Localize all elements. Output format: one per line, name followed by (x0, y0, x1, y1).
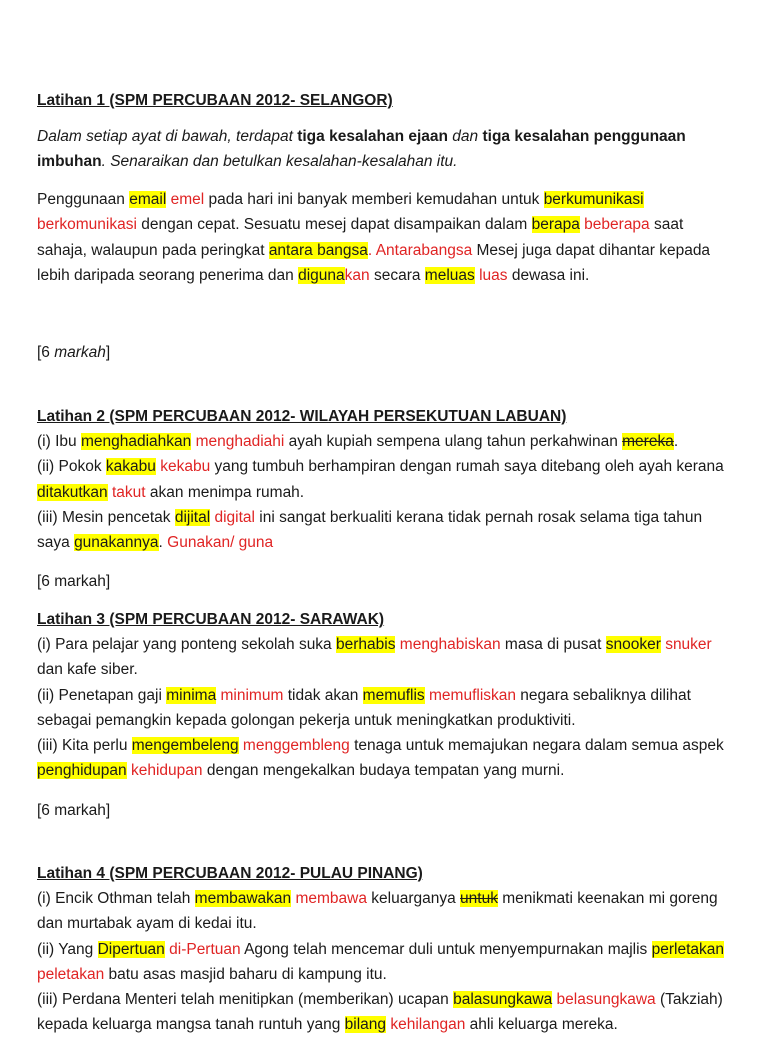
latihan-2-heading: Latihan 2 (SPM PERCUBAAN 2012- WILAYAH PERSEKUTUAN LABUAN) (37, 408, 567, 425)
correction-word: kehidupan (130, 762, 203, 780)
correction-word: minimum (220, 686, 284, 704)
latihan-3-sentences (37, 632, 737, 784)
error-word: meluas (424, 266, 475, 284)
sentence-text: (ii) Pokok (37, 458, 106, 476)
passage-text: Penggunaan (37, 191, 130, 208)
sentence-text: (i) Para pelajar yang ponteng sekolah suka (37, 636, 336, 653)
error-word: membawakan (194, 890, 292, 907)
correction-word: menghadiahi (195, 433, 285, 450)
sentence (37, 632, 737, 683)
passage-text: dengan cepat. Sesuatu mesej dapat disampaikan dalam (136, 216, 532, 234)
sentence-text: (iii) Perdana Menteri telah menitipkan (memberikan) ucapan (37, 991, 454, 1009)
error-word: diguna (298, 266, 345, 284)
correction-word: snuker (665, 636, 712, 653)
sentence-text: (iii) Kita perlu (37, 737, 132, 755)
error-word: gunakannya (74, 534, 159, 552)
error-word: balasungkawa (453, 991, 553, 1009)
error-word: mereka (622, 433, 674, 450)
sentence-text: akan menimpa rumah. (145, 483, 305, 501)
sentence (37, 505, 737, 556)
passage-text: secara (369, 266, 425, 284)
sentence-text: Agong telah mencemar duli untuk menyempurnakan majlis (240, 940, 652, 958)
latihan-3-heading: Latihan 3 (SPM PERCUBAAN 2012- SARAWAK) (37, 611, 385, 628)
error-word: email (129, 191, 167, 208)
correction-word: peletakan (37, 965, 105, 983)
instruction-bold: tiga kesalahan ejaan (297, 128, 448, 145)
sentence-text: . (158, 534, 168, 552)
sentence (37, 733, 737, 784)
instruction-text: dan (448, 128, 483, 145)
correction-word: kan (344, 266, 370, 284)
correction-word: memufliskan (429, 686, 516, 704)
latihan-1-marks (37, 340, 737, 365)
correction-word: berkomunikasi (37, 216, 137, 234)
sentence-text: keluarganya (366, 890, 461, 907)
sentence-text: . (673, 433, 679, 450)
sentence-text: batu asas masjid baharu di kampung itu. (104, 965, 387, 983)
error-word: berapa (531, 216, 580, 234)
sentence-text: (ii) Penetapan gaji (37, 686, 167, 704)
sentence-text: ahli keluarga mereka. (465, 1016, 618, 1034)
instruction-text: Dalam setiap ayat di bawah, terdapat (37, 128, 298, 145)
sentence-text: (ii) Yang (37, 940, 98, 958)
error-word: dijital (174, 508, 211, 526)
correction-word: digital (214, 508, 255, 526)
sentence-text: dan kafe siber. (37, 661, 138, 679)
sentence-text: tidak akan (283, 686, 363, 704)
latihan-4-heading: Latihan 4 (SPM PERCUBAAN 2012- PULAU PINANG) (37, 865, 423, 882)
sentence-text: ayah kupiah sempena ulang tahun perkahwinan (284, 433, 623, 450)
correction-word: menghabiskan (399, 636, 501, 653)
correction-word: Gunakan/ guna (167, 534, 274, 552)
marks-text: markah (54, 344, 106, 361)
passage-text: Mesej juga dapat dihantar kepada lebih daripada seorang penerima dan (37, 241, 711, 284)
error-word: Dipertuan (97, 940, 165, 958)
latihan-3-marks: [6 markah] (37, 802, 111, 819)
sentence-text: (i) Encik Othman telah (37, 890, 195, 907)
correction-word: membawa (295, 890, 367, 907)
correction-word: kehilangan (390, 1016, 466, 1034)
instruction-bold: tiga kesalahan penggunaan imbuhan (37, 128, 686, 171)
passage-text: pada hari ini banyak memberi kemudahan untuk (204, 191, 544, 208)
sentence (37, 429, 737, 454)
sentence (37, 937, 737, 988)
passage-text: . (367, 241, 376, 259)
sentence-text: ini sangat berkualiti kerana tidak pernah rosak selama tiga tahun saya (37, 508, 703, 552)
error-word: mengembeleng (131, 737, 239, 755)
error-word: berkumunikasi (543, 191, 644, 208)
error-word: menghadiahkan (80, 433, 192, 450)
sentence (37, 454, 737, 505)
latihan-2-sentences (37, 429, 737, 555)
passage-text: dewasa ini. (507, 266, 590, 284)
marks-text: ] (105, 344, 111, 361)
correction-word: beberapa (584, 216, 650, 234)
correction-word: Antarabangsa (375, 241, 473, 259)
correction-word: takut (111, 483, 146, 501)
sentence (37, 683, 737, 734)
error-word: bilang (344, 1016, 387, 1034)
sentence-text: menikmati keenakan mi goreng dan murtabak ayam di kedai itu. (37, 890, 718, 933)
sentence-text: (i) Ibu (37, 433, 81, 450)
correction-word: di-Pertuan (169, 940, 241, 958)
error-word: untuk (460, 890, 498, 907)
error-word: kakabu (105, 458, 156, 476)
latihan-1-instruction (37, 124, 737, 175)
sentence (37, 886, 737, 937)
sentence-text: masa di pusat (500, 636, 606, 653)
sentence-text: negara sebaliknya dilihat sebagai pemangkin kepada golongan pekerja untuk meningkatkan produktiviti. (37, 686, 691, 729)
correction-word: luas (479, 266, 508, 284)
sentence-text: yang tumbuh berhampiran dengan rumah saya ditebang oleh ayah kerana (210, 458, 724, 476)
correction-word: belasungkawa (556, 991, 656, 1009)
error-word: ditakutkan (37, 483, 108, 501)
instruction-text: . Senaraikan dan betulkan kesalahan-kesalahan itu. (101, 153, 458, 171)
sentence (37, 987, 737, 1038)
passage-text: saat sahaja, walaupun pada peringkat (37, 216, 684, 259)
correction-word: menggembleng (242, 737, 350, 755)
latihan-2-marks: [6 markah] (37, 573, 111, 590)
correction-word: kekabu (160, 458, 211, 476)
error-word: penghidupan (37, 762, 127, 780)
correction-word: emel (170, 191, 205, 208)
error-word: perletakan (651, 940, 725, 958)
latihan-4-sentences (37, 886, 737, 1038)
error-word: minima (166, 686, 217, 704)
error-word: antara bangsa (268, 241, 368, 259)
sentence-text: (Takziah) kepada keluarga mangsa tanah runtuh yang (37, 991, 723, 1034)
error-word: snooker (605, 636, 661, 653)
error-word: memuflis (362, 686, 425, 704)
sentence-text: (iii) Mesin pencetak (37, 508, 175, 526)
error-word: berhabis (336, 636, 396, 653)
marks-text: [6 (37, 344, 55, 361)
latihan-1-passage (37, 187, 737, 288)
sentence-text: tenaga untuk memajukan negara dalam semua aspek (349, 737, 724, 755)
sentence-text: dengan mengekalkan budaya tempatan yang murni. (202, 762, 565, 780)
latihan-1-heading: Latihan 1 (SPM PERCUBAAN 2012- SELANGOR) (37, 92, 393, 109)
